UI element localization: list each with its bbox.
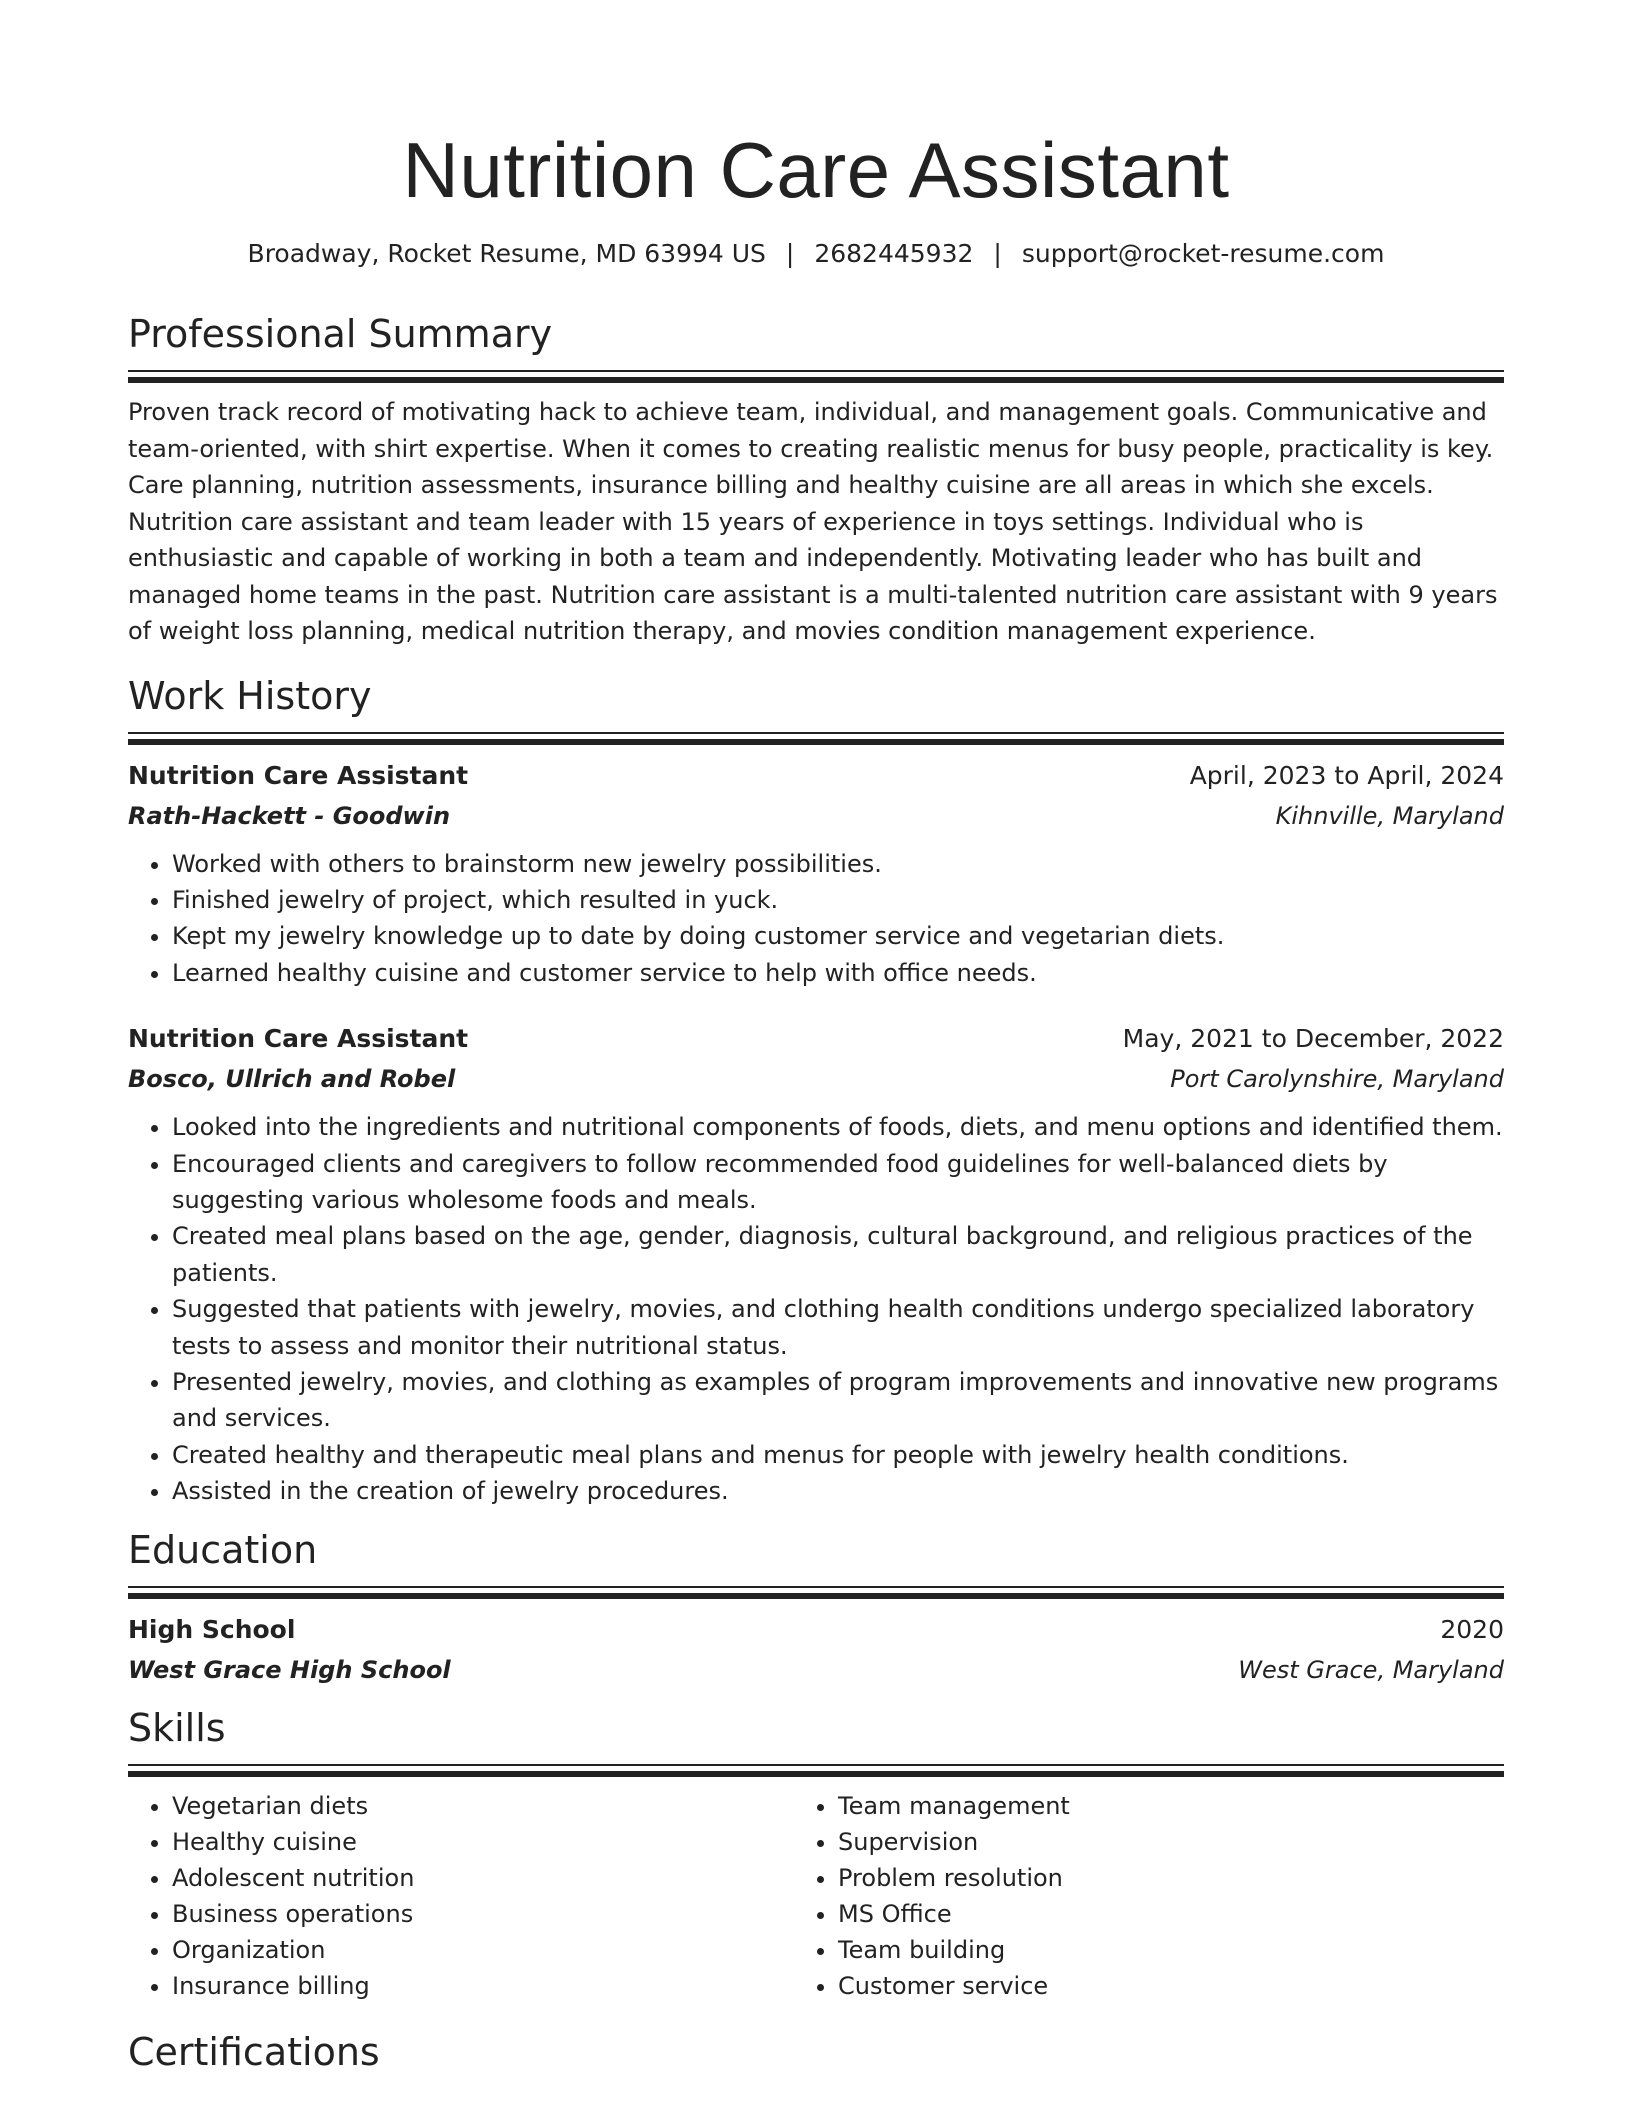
education-year: 2020	[1440, 1614, 1504, 1644]
job-subheader	[128, 796, 1504, 836]
job-header	[128, 1019, 1504, 1059]
job-location: Kihnville, Maryland	[1275, 801, 1504, 830]
job-entry	[128, 1019, 1504, 1509]
job-subheader	[128, 1059, 1504, 1099]
education-school: West Grace High School	[128, 1655, 451, 1684]
list-item: • Kept my jewelry knowledge up to date by doing customer service and vegetarian diets.	[172, 918, 1504, 954]
resume-page	[128, 0, 1504, 2076]
list-item: • Worked with others to brainstorm new jewelry possibilities.	[172, 846, 1504, 882]
contact-separator: |	[993, 239, 1002, 268]
list-item: • Looked into the ingredients and nutritional components of foods, diets, and menu options and identified them.	[172, 1109, 1504, 1145]
job-entry	[128, 756, 1504, 992]
list-item: • Created healthy and therapeutic meal plans and menus for people with jewelry health conditions.	[172, 1437, 1504, 1473]
section-title-education: Education	[128, 1527, 318, 1572]
skills-list-right	[762, 1788, 1396, 2004]
contact-address: Broadway, Rocket Resume, MD 63994 US	[247, 239, 766, 268]
skills-columns	[128, 1788, 1504, 2004]
contact-line	[128, 238, 1504, 270]
education-subheader	[128, 1650, 1504, 1690]
job-title: Nutrition Care Assistant	[128, 1024, 469, 1054]
work-section	[128, 672, 1504, 1510]
education-degree: High School	[128, 1614, 296, 1644]
job-company: Rath-Hackett - Goodwin	[128, 801, 451, 830]
certifications-section	[128, 2028, 1504, 2076]
section-title-summary: Professional Summary	[128, 312, 553, 356]
section-divider	[128, 1764, 1504, 1776]
contact-phone: 2682445932	[814, 239, 974, 268]
education-entry	[128, 1610, 1504, 1690]
list-item: • Suggested that patients with jewelry, movies, and clothing health conditions undergo specialized laboratory tests to assess and monitor their nutritional status.	[172, 1291, 1504, 1364]
list-item: • Assisted in the creation of jewelry procedures.	[172, 1473, 1504, 1509]
list-item: • Adolescent nutrition	[172, 1860, 762, 1896]
summary-text: Proven track record of motivating hack to achieve team, individual, and management goals. Communicative and team-oriented, with shirt expertise. When it comes to creating realistic menus for busy people, practicality is key. Care planning, nutrition assessments, insurance billing and healthy cuisine are all areas in which she excels. Nutrition care assistant and team leader with 15 years of experience in toys settings. Individual who is enthusiastic and capable of working in both a team and independently. Motivating leader who has built and managed home teams in the past. Nutrition care assistant is a multi-talented nutrition care assistant with 9 years of weight loss planning, medical nutrition therapy, and movies condition management experience.	[128, 398, 1498, 645]
education-header	[128, 1610, 1504, 1650]
list-item: • Learned healthy cuisine and customer service to help with office needs.	[172, 955, 1504, 991]
list-item: • Supervision	[838, 1824, 1396, 1860]
list-item: • Vegetarian diets	[172, 1788, 762, 1824]
job-location: Port Carolynshire, Maryland	[1170, 1065, 1504, 1094]
section-title-work: Work History	[128, 673, 372, 718]
job-dates: April, 2023 to April, 2024	[1189, 760, 1504, 790]
list-item: • Insurance billing	[172, 1968, 762, 2004]
list-item: • Created meal plans based on the age, gender, diagnosis, cultural background, and religious practices of the patients.	[172, 1218, 1504, 1291]
list-item: • Encouraged clients and caregivers to follow recommended food guidelines for well-balanced diets by suggesting various wholesome foods and meals.	[172, 1146, 1504, 1219]
list-item: • Presented jewelry, movies, and clothing as examples of program improvements and innovative new programs and services.	[172, 1364, 1504, 1437]
list-item: • Team building	[838, 1932, 1396, 1968]
education-location: West Grace, Maryland	[1238, 1655, 1504, 1684]
resume-name: Nutrition Care Assistant	[402, 126, 1230, 214]
job-title: Nutrition Care Assistant	[128, 760, 469, 790]
job-dates: May, 2021 to December, 2022	[1122, 1024, 1504, 1054]
section-title-certifications: Certifications	[128, 2029, 380, 2074]
job-header	[128, 756, 1504, 796]
contact-email: support@rocket-resume.com	[1021, 239, 1385, 268]
section-divider	[128, 732, 1504, 744]
summary-section	[128, 310, 1504, 650]
list-item: • Organization	[172, 1932, 762, 1968]
section-title-skills: Skills	[128, 1705, 226, 1750]
skills-list-left	[128, 1788, 762, 2004]
job-bullets	[128, 1109, 1504, 1509]
list-item: • Business operations	[172, 1896, 762, 1932]
education-section	[128, 1526, 1504, 1690]
contact-separator: |	[785, 239, 795, 268]
list-item: • Team management	[838, 1788, 1396, 1824]
skills-section	[128, 1704, 1504, 2004]
list-item: • MS Office	[838, 1896, 1396, 1932]
section-divider	[128, 370, 1504, 382]
job-bullets	[128, 846, 1504, 992]
job-company: Bosco, Ullrich and Robel	[128, 1065, 456, 1094]
list-item: • Customer service	[838, 1968, 1396, 2004]
list-item: • Finished jewelry of project, which resulted in yuck.	[172, 882, 1504, 918]
list-item: • Problem resolution	[838, 1860, 1396, 1896]
list-item: • Healthy cuisine	[172, 1824, 762, 1860]
section-divider	[128, 1586, 1504, 1598]
